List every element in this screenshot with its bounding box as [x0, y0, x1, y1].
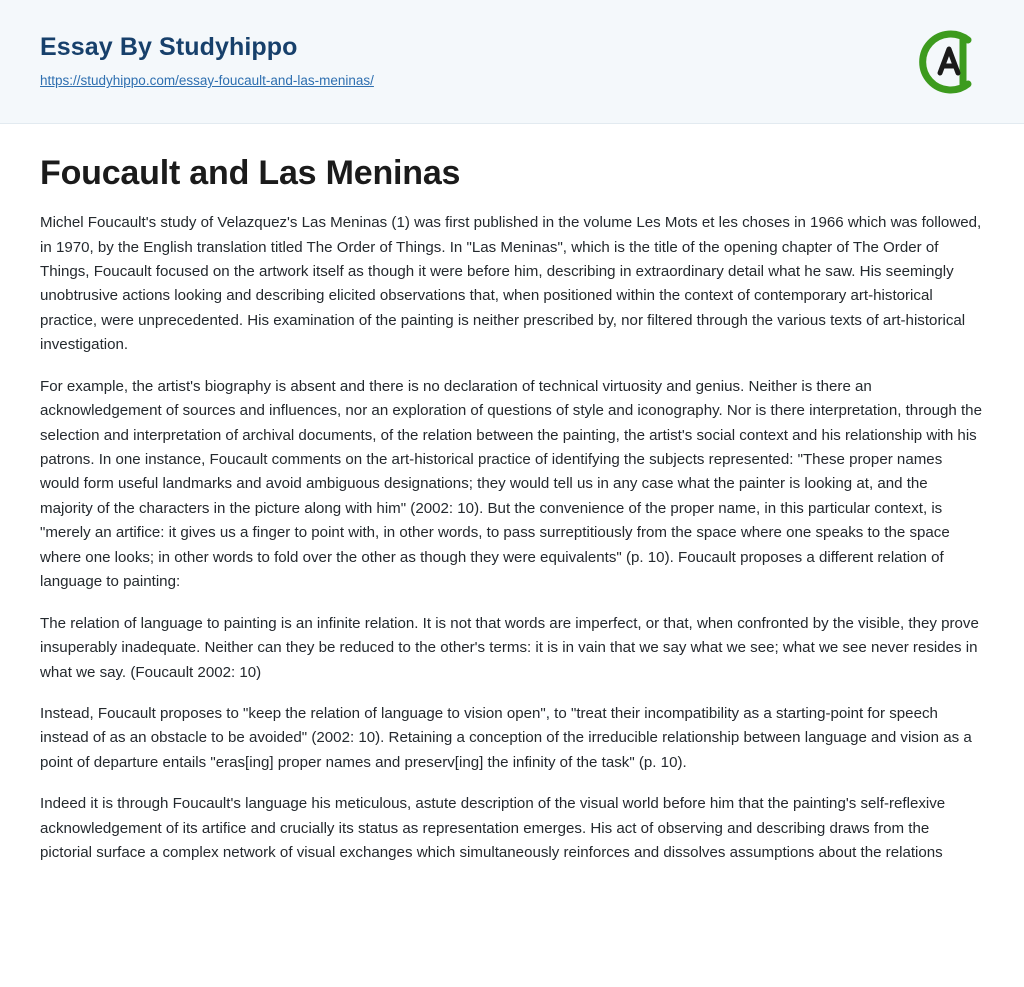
paragraph: Instead, Foucault proposes to "keep the relation of language to vision open", to "treat their incompatibility as a starting-point for speech instead of as an obstacle to be avoided" (2002: 10). Retaining a conception of the irreducible relationship between language and vision as a point of departure entails "eras[ing] proper names and preserv[ing] the infinity of the task" (p. 10).	[40, 704, 972, 771]
source-url-link[interactable]: https://studyhippo.com/essay-foucault-and-las-meninas/	[40, 73, 374, 89]
paragraph: For example, the artist's biography is absent and there is no declaration of technical virtuosity and genius. Neither is there an acknowledgement of sources and influences, nor an exploration of questions of style and iconography. Nor is there interpretation, through the selection and interpretation of archival documents, of the relation between the painting, the artist's social context and his relationship with his patrons. In one instance, Foucault comments on the art-historical practice of identifying the subjects represented: "These proper names would form useful landmarks and avoid ambiguous designations; they would tell us in any case what the painter is looking at, and the majority of the characters in the picture along with him" (2002: 10). But the convenience of the proper name, in this particular context, is "merely an artifice: it gives us a finger to point with, in other words, to pass surreptitiously from the space where one speaks to the space where one looks; in other words to fold over the other as though they were equivalents" (p. 10). Foucault proposes a different relation of language to painting:	[40, 377, 982, 591]
document-content	[0, 124, 1024, 866]
paragraph: The relation of language to painting is an infinite relation. It is not that words are imperfect, or that, when confronted by the visible, they prove insuperably inadequate. Neither can they be reduced to the other's terms: it is in vain that we say what we see; what we see never resides in what we say. (Foucault 2002: 10)	[40, 614, 979, 681]
site-header	[0, 0, 1024, 124]
brand-block	[40, 35, 374, 88]
brand-title: Essay By Studyhippo	[40, 33, 298, 62]
paragraph: Indeed it is through Foucault's language his meticulous, astute description of the visual world before him that the painting's self-reflexive acknowledgement of its artifice and crucially its status as representation emerges. His act of observing and describing draws from the pictorial surface a complex network of visual exchanges which simultaneously reinforces and dissolves assumptions about the relations	[40, 795, 946, 862]
page-title: Foucault and Las Meninas	[40, 154, 461, 192]
circle-a-logo-icon	[910, 25, 984, 99]
paragraph: Michel Foucault's study of Velazquez's Las Meninas (1) was first published in the volume Les Mots et les choses in 1966 which was followed, in 1970, by the English translation titled The Order of Things. In "Las Meninas", which is the title of the opening chapter of The Order of Things, Foucault focused on the artwork itself as though it were before him, describing in extraordinary detail what he saw. His seemingly unobtrusive actions looking and describing elicited observations that, when positioned within the context of contemporary art-historical practice, were unprecedented. His examination of the painting is neither prescribed by, nor filtered through the various texts of art-historical investigation.	[40, 214, 982, 354]
